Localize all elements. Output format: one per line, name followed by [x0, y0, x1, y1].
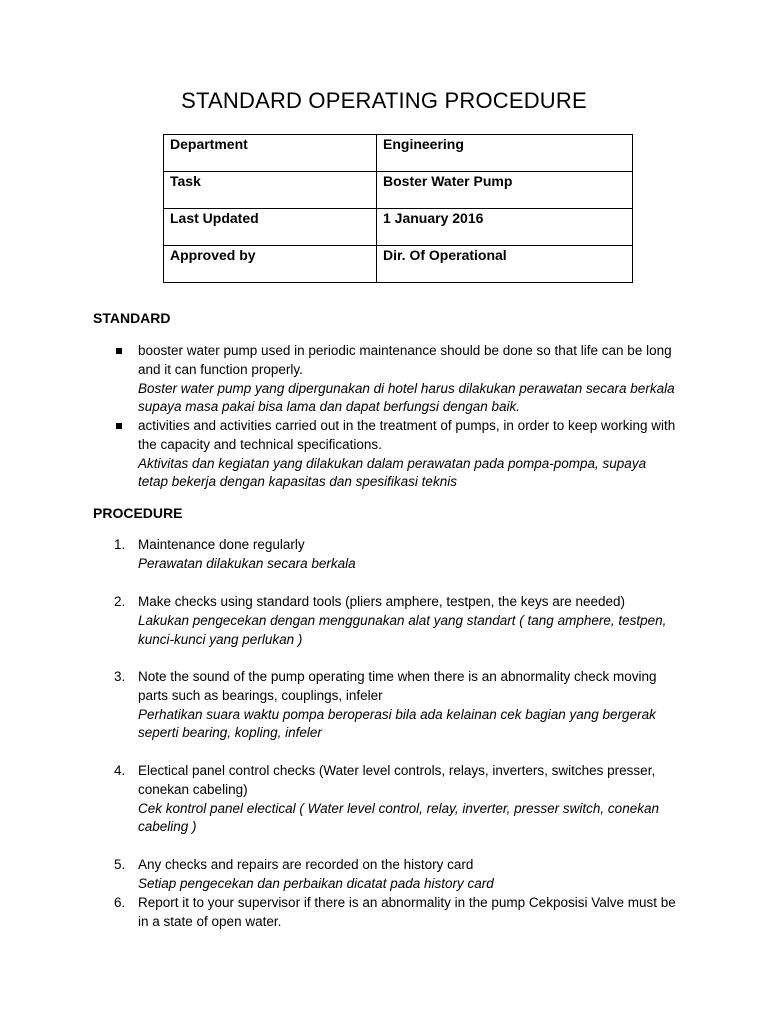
page-title: STANDARD OPERATING PROCEDURE [181, 88, 587, 113]
list-number: 1. [114, 537, 126, 552]
list-number: 2. [114, 594, 126, 609]
procedure-item-id: Cek kontrol panel electical ( Water level control, relay, inverter, presser switch, conekan cabeling ) [138, 800, 659, 835]
list-item [138, 342, 678, 417]
list-item [138, 417, 678, 492]
approved-by-label: Approved by [164, 246, 377, 283]
procedure-item-en: Make checks using standard tools (pliers amphere, testpen, the keys are needed) [138, 594, 626, 609]
bullet-icon [116, 348, 122, 354]
list-item [138, 668, 678, 743]
table-row [164, 172, 633, 209]
procedure-item-en: Electical panel control checks (Water level controls, relays, inverters, switches presser, conekan cabeling) [138, 763, 656, 797]
bullet-icon [116, 423, 122, 429]
table-row [164, 246, 633, 283]
last-updated-label: Last Updated [164, 209, 377, 246]
last-updated-value: 1 January 2016 [377, 209, 633, 246]
standard-item-id: Aktivitas dan kegiatan yang dilakukan dalam perawatan pada pompa-pompa, supaya tetap bekerja dengan kapasitas dan spesifikasi teknis [138, 455, 647, 490]
procedure-item-id: Perhatikan suara waktu pompa beroperasi bila ada kelainan cek bagian yang bergerak seperti bearing, kopling, infeler [138, 706, 656, 741]
procedure-item-id: Setiap pengecekan dan perbaikan dicatat pada history card [138, 875, 494, 891]
approved-by-value: Dir. Of Operational [377, 246, 633, 283]
list-number: 5. [114, 857, 126, 872]
table-row [164, 135, 633, 172]
department-label: Department [164, 135, 377, 172]
list-item [138, 856, 678, 894]
standard-item-id: Boster water pump yang dipergunakan di hotel harus dilakukan perawatan secara berkala supaya masa pakai bisa lama dan dapat berfungsi dengan baik. [138, 380, 675, 415]
list-number: 6. [114, 895, 126, 910]
list-number: 3. [114, 669, 126, 684]
list-item [138, 536, 678, 574]
info-table [163, 134, 633, 283]
table-row [164, 209, 633, 246]
procedure-item-id: Lakukan pengecekan dengan menggunakan alat yang standart ( tang amphere, testpen, kunci-kunci yang perlukan ) [138, 612, 667, 647]
task-label: Task [164, 172, 377, 209]
list-item [138, 762, 678, 837]
task-value: Boster Water Pump [377, 172, 633, 209]
procedure-item-en: Any checks and repairs are recorded on the history card [138, 857, 474, 872]
procedure-item-en: Maintenance done regularly [138, 537, 305, 552]
procedure-item-en: Note the sound of the pump operating time when there is an abnormality check moving parts such as bearings, couplings, infeler [138, 669, 657, 703]
standard-item-en: booster water pump used in periodic maintenance should be done so that life can be long and it can function properly. [138, 343, 672, 377]
procedure-item-en: Report it to your supervisor if there is an abnormality in the pump Cekposisi Valve must be in a state of open water. [138, 895, 676, 929]
standard-item-en: activities and activities carried out in the treatment of pumps, in order to keep working with the capacity and technical specifications. [138, 418, 676, 452]
list-item [138, 593, 678, 649]
procedure-item-id: Perawatan dilakukan secara berkala [138, 555, 356, 571]
list-number: 4. [114, 763, 126, 778]
list-item [138, 894, 678, 932]
procedure-heading: PROCEDURE [93, 505, 183, 521]
standard-heading: STANDARD [93, 310, 171, 326]
department-value: Engineering [377, 135, 633, 172]
